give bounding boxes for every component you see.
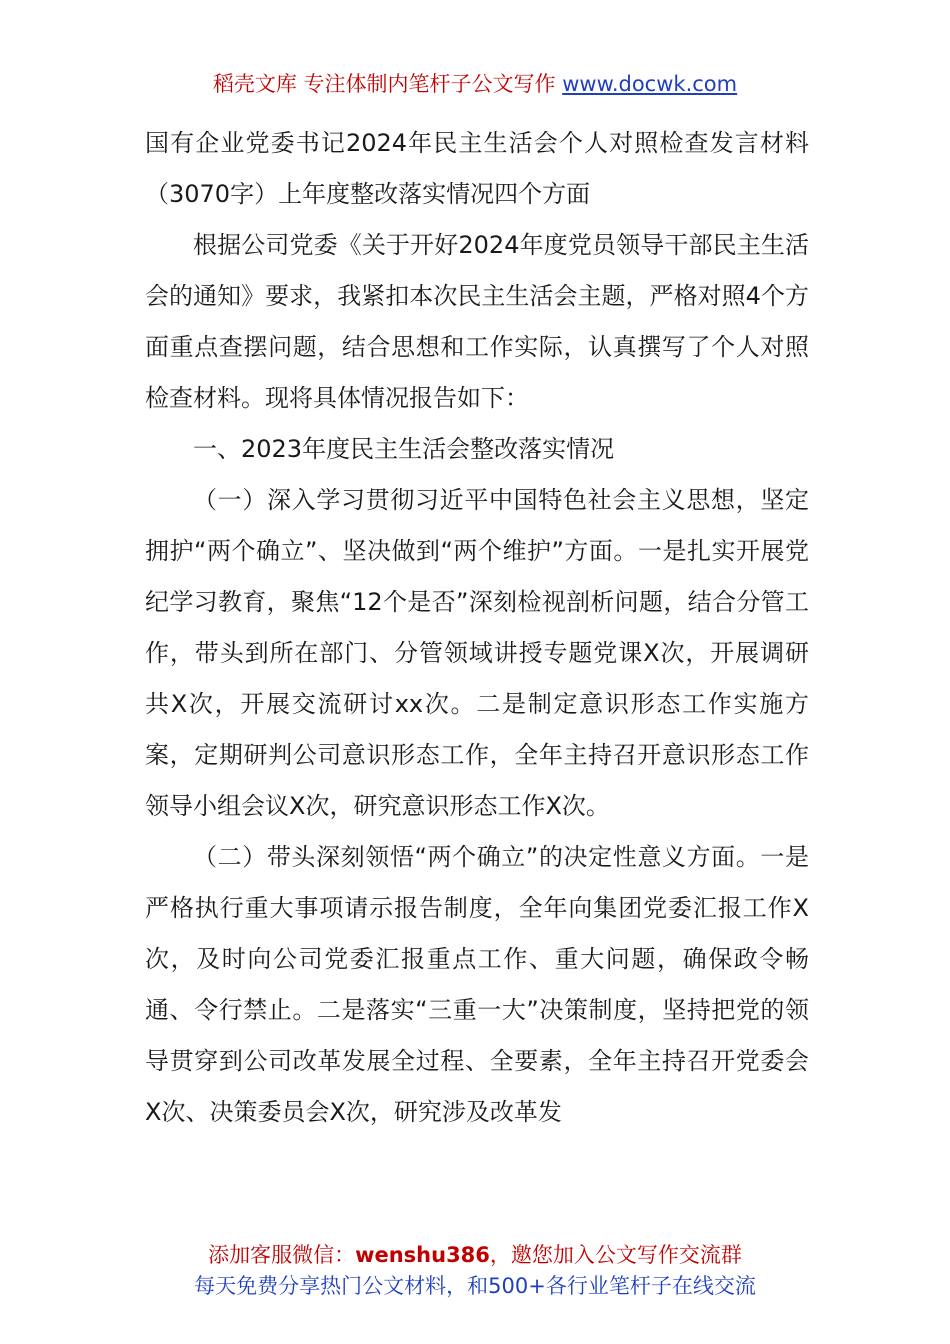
document-title: 国有企业党委书记2024年民主生活会个人对照检查发言材料（3070字）上年度整改落实情况四个方面 [145,129,809,208]
header-banner [0,68,950,100]
section-heading: 一、2023年度民主生活会整改落实情况 [193,435,615,463]
footer-banner [0,1240,950,1302]
wechat-id: wenshu386 [355,1243,490,1267]
footer-prefix: 添加客服微信： [208,1243,356,1267]
paragraph-item-2: （二）带头深刻领悟“两个确立”的决定性意义方面。一是严格执行重大事项请示报告制度，全年向集团党委汇报工作X次，及时向公司党委汇报重点工作、重大问题，确保政令畅通、令行禁止。二是落实“三重一大”决策制度，坚持把党的领导贯穿到公司改革发展全过程、全要素，全年主持召开党委会X次、决策委员会X次，研究涉及改革发 [145,843,809,1126]
footer-line-1 [0,1240,950,1271]
paragraph-intro: 根据公司党委《关于开好2024年度党员领导干部民主生活会的通知》要求，我紧扣本次民主生活会主题，严格对照4个方面重点查摆问题，结合思想和工作实际，认真撰写了个人对照检查材料。现将具体情况报告如下： [145,231,809,412]
footer-suffix: ，邀您加入公文写作交流群 [489,1243,742,1267]
header-text: 稻壳文库 专注体制内笔杆子公文写作 [212,72,563,96]
website-link[interactable]: www.docwk.com [562,72,738,96]
document-body [145,118,809,1138]
footer-line-2: 每天免费分享热门公文材料，和500+各行业笔杆子在线交流 [194,1274,756,1298]
paragraph-item-1: （一）深入学习贯彻习近平中国特色社会主义思想，坚定拥护“两个确立”、坚决做到“两个维护”方面。一是扎实开展党纪学习教育，聚焦“12个是否”深刻检视剖析问题，结合分管工作，带头到所在部门、分管领域讲授专题党课X次，开展调研共X次，开展交流研讨xx次。二是制定意识形态工作实施方案，定期研判公司意识形态工作，全年主持召开意识形态工作领导小组会议X次，研究意识形态工作X次。 [145,486,809,820]
